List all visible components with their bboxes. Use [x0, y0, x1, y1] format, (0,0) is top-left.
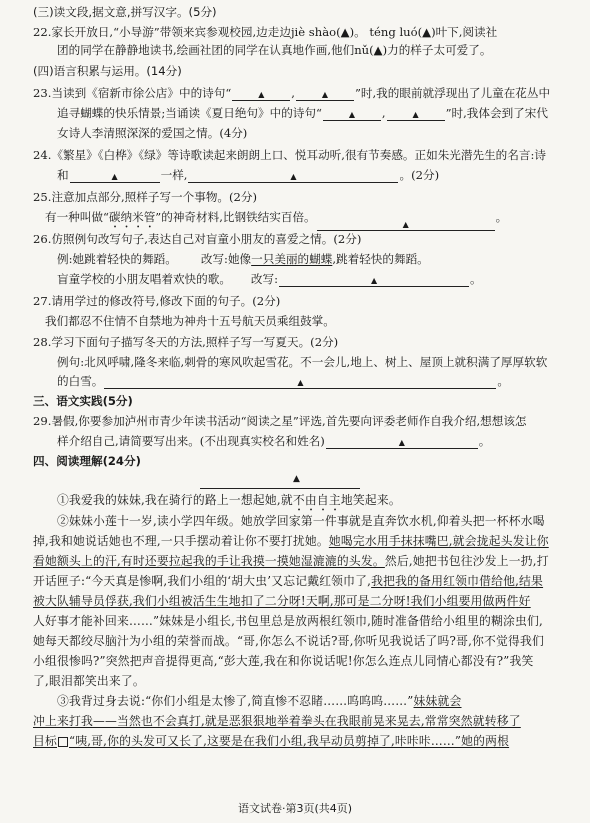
reading-p2-l4-underlined: 我把我的备用红领巾借给他,结果: [371, 574, 544, 588]
reading-p2-l3: [33, 554, 549, 569]
q23-line-1: [33, 86, 550, 101]
q28-text-end: 的白雪。: [57, 374, 104, 388]
reading-title-triangle: ▲: [293, 474, 300, 484]
q28-line-1: 28.学习下面句子描写冬天的方法,照样子写一写夏天。(2分): [33, 335, 339, 349]
q25-text-a: 有一种叫做“: [45, 210, 109, 224]
q23-comma: ,: [291, 86, 295, 100]
q26-line-1: 26.仿照例句改写句子,表达自己对盲童小朋友的喜爱之情。(2分): [33, 232, 362, 246]
reading-p1-a: ①我爱我的妹妹,我在骑行的路上一想起她,就: [57, 493, 293, 507]
q23-blank-1[interactable]: ▲: [232, 89, 290, 101]
q22-text-a: 22.家长开放日,“小导游”带领来宾参观校园,边走边: [33, 25, 291, 39]
q24-blank-2[interactable]: ▲: [188, 171, 398, 183]
reading-p3-l3: [33, 734, 509, 749]
q23-text-b: ”时,我的眼前就浮现出了儿童在花丛中: [354, 86, 551, 100]
q29-text: 样介绍自己,请简要写出来。(不出现真实校名和姓名): [57, 434, 325, 448]
q23-comma-2: ,: [381, 106, 386, 120]
q24-line-2: [57, 168, 439, 183]
q22-text-b: (▲)。: [336, 25, 366, 39]
reading-p2-l4-a: 开话匣子:“今天真是惨啊,我们小组的‘胡大虫’又忘记戴红领巾了,: [33, 574, 372, 588]
q22-pinyin-1: jiè shào: [290, 25, 337, 39]
q23-line-3: 女诗人李清照深深的爱国之情。(4分): [57, 126, 248, 140]
reading-p2-l4: [33, 574, 543, 589]
reading-p3-l3-b: “咦,哥,你的头发可又长了,这要是在我们小组,我早动员剪掉了,咔咔咔……”她的两根: [69, 734, 510, 748]
q24-blank-1[interactable]: ▲: [70, 171, 160, 183]
reading-p1-dotted: 不由自主: [292, 493, 341, 507]
q26-blank[interactable]: ▲: [279, 275, 469, 287]
reading-p2-l8: 小组很惨吗?”突然把声音提得更高,“彭大莲,我在和你说话呢!你怎么连点儿同情心都没有?”我笑: [33, 654, 534, 668]
q26-rewrite-a: 改写:她像: [200, 252, 252, 266]
q26-rewrite-b: ,跳着轻快的舞蹈。: [332, 252, 429, 266]
q28-line-3: 的白雪。 ▲ 。: [57, 374, 509, 388]
q22-line-2: [57, 43, 491, 58]
q29-blank[interactable]: ▲: [326, 437, 478, 449]
q25-line-2: 有一种叫做“碳纳米管”的神奇材料,比钢铁结实百倍。 ▲ 。: [45, 210, 508, 229]
q28-line-2: 例句:北风呼啸,隆冬来临,刺骨的寒风吹起雪花。不一会儿,地上、树上、屋顶上就积满了厚厚软软: [57, 355, 548, 369]
q26-line-2: [57, 252, 429, 267]
section-3-title: (三)读文段,据文意,拼写汉字。(5分): [33, 5, 217, 19]
q24-text-a: 和: [57, 168, 69, 182]
reading-p2-l9: 了,眼泪都笑出来了。: [33, 674, 145, 688]
q27-line-1: 27.请用学过的修改符号,修改下面的句子。(2分): [33, 294, 281, 308]
section-4-title: (四)语言积累与运用。(14分): [33, 64, 182, 78]
reading-p3-l2: 冲上来打我——当然也不会真打,就是恶狠狠地举着拳头在我眼前晃来晃去,常常突然就转移了: [33, 714, 521, 728]
reading-p2-l3-underlined: 看她额头上的汗,有时还要拉起我的手让我摸一摸她湿漉漉的头发。: [33, 554, 385, 568]
q23-blank-3[interactable]: ▲: [323, 109, 381, 121]
reading-p3-l1: [57, 694, 462, 709]
q25-text-b: ”的神奇材料,比钢铁结实百倍。: [155, 210, 316, 224]
q25-blank[interactable]: ▲: [317, 219, 495, 231]
reading-p2-l6: 人好事才能补回来……”妹妹是小组长,书包里总是放两根红领巾,随时准备借给小组里的糊涂虫们,: [33, 614, 543, 628]
reading-p2-l3-b: 然后,她把书包往沙发上一扔,打: [384, 554, 549, 568]
q22-text-e: (▲)力的样子太可爱了。: [369, 43, 492, 57]
q29-line-1: 29.暑假,你要参加泸州市青少年读书活动“阅读之星”评选,首先要向评委老师作自我介绍,想想该怎: [33, 414, 527, 428]
q26-example: 例:她跳着轻快的舞蹈。: [57, 252, 177, 266]
q22-pinyin-2: téng luó: [369, 25, 418, 39]
reading-p1: [57, 493, 401, 514]
q29-line-2: 样介绍自己,请简要写出来。(不出现真实校名和姓名) ▲ 。: [57, 434, 491, 448]
q23-text-a: 23.当读到《宿新市徐公店》中的诗句“: [33, 86, 232, 100]
q24-text-b: 一样,: [160, 168, 188, 182]
section-practice-title: 三、语文实践(5分): [33, 394, 133, 408]
q23-text-c: 追寻蝴蝶的快乐情景;当诵读《夏日绝句》中的诗句“: [57, 106, 322, 120]
reading-p1-b: 地笑起来。: [340, 493, 401, 507]
q23-line-2: [57, 106, 548, 121]
q23-blank-2[interactable]: ▲: [296, 89, 354, 101]
q23-blank-4[interactable]: ▲: [387, 109, 445, 121]
reading-p3-l1-a: ③我背过身去说:“你们小组是太惨了,简直惨不忍睹……呜呜呜……”: [57, 694, 414, 708]
page-footer: 语文试卷·第3页(共4页): [237, 802, 353, 815]
reading-p2-l2: [33, 534, 549, 549]
reading-p3-l1-underlined: 妹妹就会: [413, 694, 462, 708]
reading-p2-l7: 她每天都绞尽脑汁为小组的荣誉而战。“哥,你怎么不说话?哥,你听见我说话了吗?哥,你不觉得我们: [33, 634, 545, 648]
q25-line-1: 25.注意加点部分,照样子写一个事物。(2分): [33, 190, 258, 204]
reading-p2-l5: 被大队辅导员俘获,我们小组被活生生地扣了二分呀!天啊,那可是二分呀!我们小组要用做两件好: [33, 594, 531, 608]
q26-rewrite-underlined: 一只美丽的蝴蝶: [251, 252, 333, 266]
q24-line-1: 24.《繁星》《白桦》《绿》等诗歌读起来朗朗上口、悦耳动听,很有节奏感。正如朱光潜先生的名言:诗: [33, 148, 546, 162]
q25-dotted-word: 碳纳米管: [108, 210, 156, 224]
reading-title-blank[interactable]: [200, 488, 360, 489]
q22-pinyin-3: nǔ: [354, 43, 370, 57]
q24-text-c: 。(2分): [399, 168, 440, 182]
q28-blank[interactable]: ▲: [104, 377, 496, 389]
q23-text-d: ”时,我体会到了宋代: [445, 106, 548, 120]
reading-p2-l2-underlined: 她喝完水用手抹抹嘴巴,就会拢起头发让你: [328, 534, 549, 548]
section-reading-title: 四、阅读理解(24分): [33, 454, 141, 468]
reading-p2-l1: ②妹妹小莲十一岁,读小学四年级。她放学回家第一件事就是直奔饮水机,仰着头把一杯杯水喝: [57, 514, 545, 528]
q26-sentence: 盲童学校的小朋友唱着欢快的歌。: [57, 272, 231, 286]
q22-text-c: (▲)叶下,阅读社: [417, 25, 498, 39]
q26-rewrite-label: 改写:: [250, 272, 279, 286]
q27-line-2: 我们都忍不住情不自禁地为神舟十五号航天员乘组鼓掌。: [45, 314, 335, 328]
q22-text-d: 团的同学在静静地读书,绘画社团的同学在认真地作画,他们: [57, 43, 355, 57]
answer-box-icon[interactable]: [58, 737, 68, 747]
q22-line-1: [33, 25, 497, 40]
reading-p3-l3-a: 目标: [33, 734, 57, 748]
reading-p2-l2-a: 掉,我和她说话她也不理,一只手摆动着让你不要打扰她。: [33, 534, 329, 548]
q26-line-3: 盲童学校的小朋友唱着欢快的歌。 改写: ▲ 。: [57, 272, 482, 286]
